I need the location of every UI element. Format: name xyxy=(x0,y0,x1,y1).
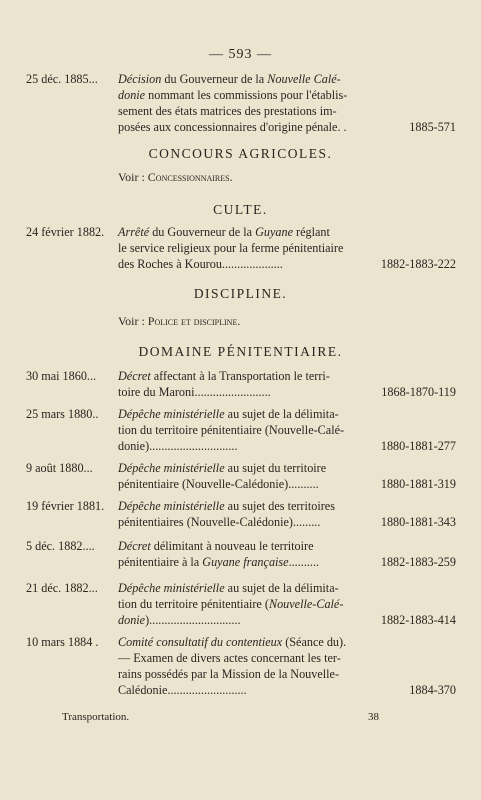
entry-text xyxy=(118,498,456,530)
entry-reference: 1885-571 xyxy=(409,120,456,134)
entry-reference: 1882-1883-414 xyxy=(380,613,456,627)
entry-text xyxy=(118,71,456,135)
entry-line-text: toire du Maroni......................... xyxy=(118,385,271,399)
entry-line xyxy=(118,514,456,530)
entry-line xyxy=(118,580,456,596)
entry-line xyxy=(118,119,456,135)
section-heading-culte: CULTE. xyxy=(213,202,268,217)
entry-line xyxy=(118,240,456,256)
entry-date: 9 août 1880... xyxy=(26,461,93,475)
entry-arrete-1882 xyxy=(26,224,456,272)
entry-line xyxy=(118,554,456,570)
entry-date: 10 mars 1884 . xyxy=(26,635,99,649)
section-heading-discipline: DISCIPLINE. xyxy=(193,286,288,301)
entry-text xyxy=(118,538,456,570)
entry-line-text: Décision du Gouverneur de la Nouvelle Calé- xyxy=(118,72,341,86)
entry-line-text: sement des états matrices des prestations im- xyxy=(118,104,337,118)
entry-reference: 1882-1883-222 xyxy=(380,257,456,271)
entry-date: 21 déc. 1882... xyxy=(26,581,98,595)
entry-comite-1884 xyxy=(26,634,456,698)
entry-text xyxy=(118,460,456,492)
entry-reference: 1880-1881-319 xyxy=(380,477,456,491)
entry-line-text: Dépêche ministérielle au sujet des territoires xyxy=(118,499,335,513)
entry-line-text: le service religieux pour la ferme pénitentiaire xyxy=(118,241,344,255)
entry-line xyxy=(118,538,456,554)
entry-text xyxy=(118,634,456,698)
entry-line-text: Comité consultatif du contentieux (Séance du). xyxy=(118,635,347,649)
entry-decret-1860 xyxy=(26,368,456,400)
entry-decret-dec-1882 xyxy=(26,538,456,570)
entry-text xyxy=(118,580,456,628)
entry-line xyxy=(118,650,456,666)
entry-line-text: tion du territoire pénitentiaire (Nouvelle-Calé- xyxy=(118,423,345,437)
entry-line xyxy=(118,498,456,514)
see-also-reference: Police et discipline. xyxy=(147,314,241,328)
entry-line xyxy=(118,256,456,272)
see-also-prefix: Voir : xyxy=(118,314,145,328)
entry-reference: 1880-1881-277 xyxy=(380,439,456,453)
entry-date: 25 déc. 1885... xyxy=(26,72,98,86)
entry-line xyxy=(118,103,456,119)
entry-line xyxy=(118,422,456,438)
entry-line-text: pénitentiaires (Nouvelle-Calédonie)......... xyxy=(118,515,321,529)
entry-line-text: posées aux concessionnaires d'origine pénale. . xyxy=(118,120,347,134)
entry-text xyxy=(118,224,456,272)
entry-text xyxy=(118,406,456,454)
entry-line xyxy=(118,368,456,384)
entry-reference: 1868-1870-119 xyxy=(381,385,456,399)
footer-signature-number: 38 xyxy=(368,711,379,723)
entry-line xyxy=(118,406,456,422)
entry-depeche-dec-1882 xyxy=(26,580,456,628)
see-also-reference: Concessionnaires. xyxy=(147,170,233,184)
entry-date: 30 mai 1860... xyxy=(26,369,97,383)
entry-date: 24 février 1882. xyxy=(26,225,105,239)
entry-reference: 1884-370 xyxy=(409,683,456,697)
entry-line xyxy=(118,612,456,628)
entry-line-text: donie)............................. xyxy=(118,439,238,453)
entry-line-text: Décret affectant à la Transportation le terri- xyxy=(118,369,330,383)
entry-line xyxy=(118,682,456,698)
entry-line xyxy=(118,460,456,476)
entry-decision-1885 xyxy=(26,71,456,135)
entry-depeche-aout-1880 xyxy=(26,460,456,492)
page-number: — 593 — xyxy=(209,47,272,62)
entry-line-text: Calédonie.......................... xyxy=(118,683,247,697)
entry-date: 19 février 1881. xyxy=(26,499,105,513)
entry-line-text: donie nommant les commissions pour l'établis- xyxy=(118,88,348,102)
entry-line xyxy=(118,476,456,492)
entry-depeche-fevrier-1881 xyxy=(26,498,456,530)
entry-line xyxy=(118,596,456,612)
entry-text xyxy=(118,368,456,400)
entry-line xyxy=(118,438,456,454)
section-heading-domaine-penitentiaire: DOMAINE PÉNITENTIAIRE. xyxy=(138,344,343,359)
footer-running-title: Transportation. xyxy=(62,711,130,723)
entry-date: 5 déc. 1882.... xyxy=(26,539,95,553)
entry-line-text: Dépêche ministérielle au sujet du territoire xyxy=(118,461,327,475)
entry-line xyxy=(118,634,456,650)
entry-reference: 1882-1883-259 xyxy=(380,555,456,569)
entry-line xyxy=(118,666,456,682)
entry-line-text: pénitentiaire (Nouvelle-Calédonie).......... xyxy=(118,477,319,491)
entry-line xyxy=(118,224,456,240)
entry-line-text: rains possédés par la Mission de la Nouvelle- xyxy=(118,667,340,681)
entry-line-text: Dépêche ministérielle au sujet de la délimita- xyxy=(118,407,339,421)
entry-line-text: Décret délimitant à nouveau le territoire xyxy=(118,539,314,553)
entry-depeche-mars-1880 xyxy=(26,406,456,454)
entry-line-text: Arrêté du Gouverneur de la Guyane réglant xyxy=(118,225,330,239)
entry-line-text: pénitentiaire à la Guyane française.......... xyxy=(118,555,320,569)
entry-line-text: — Examen de divers actes concernant les ter- xyxy=(118,651,341,665)
entry-line-text: des Roches à Kourou.................... xyxy=(118,257,283,271)
see-also-prefix: Voir : xyxy=(118,170,145,184)
entry-line-text: donie).............................. xyxy=(118,613,241,627)
entry-line xyxy=(118,71,456,87)
entry-reference: 1880-1881-343 xyxy=(380,515,456,529)
entry-line-text: Dépêche ministérielle au sujet de la délimita- xyxy=(118,581,339,595)
see-also-concours xyxy=(118,170,233,185)
entry-line xyxy=(118,384,456,400)
entry-line xyxy=(118,87,456,103)
section-heading-concours-agricoles: CONCOURS AGRICOLES. xyxy=(148,146,333,161)
entry-date: 25 mars 1880.. xyxy=(26,407,99,421)
entry-line-text: tion du territoire pénitentiaire (Nouvelle-Calé- xyxy=(118,597,344,611)
see-also-discipline xyxy=(118,314,240,329)
